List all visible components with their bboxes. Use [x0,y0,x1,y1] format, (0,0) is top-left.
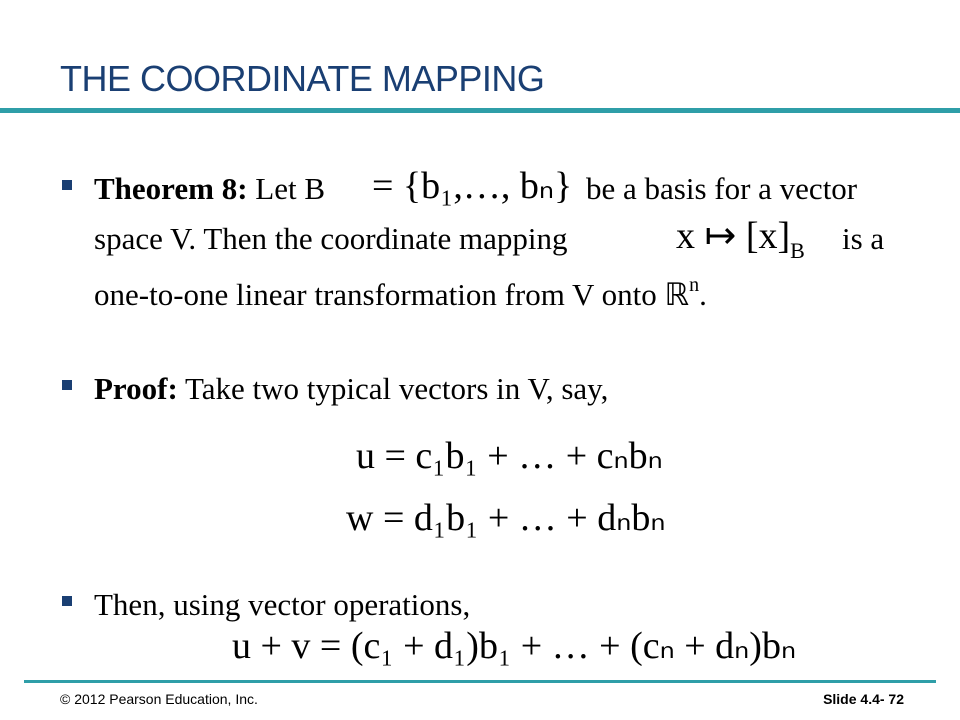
mapping-expression: x ↦ [x] [676,215,791,257]
equation-w: w = d₁b₁ + … + dₙbₙ [346,497,666,539]
footer-divider [24,680,936,683]
basis-set-math: = {b₁,…, bₙ} [372,165,573,207]
theorem-let-text: Let B [255,171,326,206]
proof-label: Proof: [94,371,178,406]
theorem-is-a: is a [842,221,885,256]
theorem-line-2: space V. Then the coordinate mapping [94,221,568,256]
bullet-square-icon [62,180,72,190]
rn-symbol: ℝ [664,277,690,312]
title-divider [0,108,960,113]
theorem-line-1 [94,172,325,206]
mapping-subscript: B [790,238,805,263]
footer-slide-number: Slide 4.4- 72 [823,691,904,707]
proof-line [94,372,608,406]
theorem-line-3 [94,268,707,312]
equation-u: u = c₁b₁ + … + cₙbₙ [356,435,663,477]
slide-title: THE COORDINATE MAPPING [60,58,545,99]
rn-superscript: n [689,274,700,296]
bullet-square-icon [62,380,72,390]
bullet-square-icon [62,596,72,606]
footer-copyright: © 2012 Pearson Education, Inc. [60,691,258,707]
theorem-period: . [699,277,707,312]
coordinate-mapping-math [676,216,805,271]
then-line: Then, using vector operations, [94,587,471,622]
theorem-line-3-text: one-to-one linear transformation from V onto [94,277,657,312]
theorem-basis-text: be a basis for a vector [586,171,858,206]
equation-sum: u + v = (c₁ + d₁)b₁ + … + (cₙ + dₙ)bₙ [232,625,797,667]
proof-text: Take two typical vectors in V, say, [185,371,609,406]
theorem-label: Theorem 8: [94,171,248,206]
